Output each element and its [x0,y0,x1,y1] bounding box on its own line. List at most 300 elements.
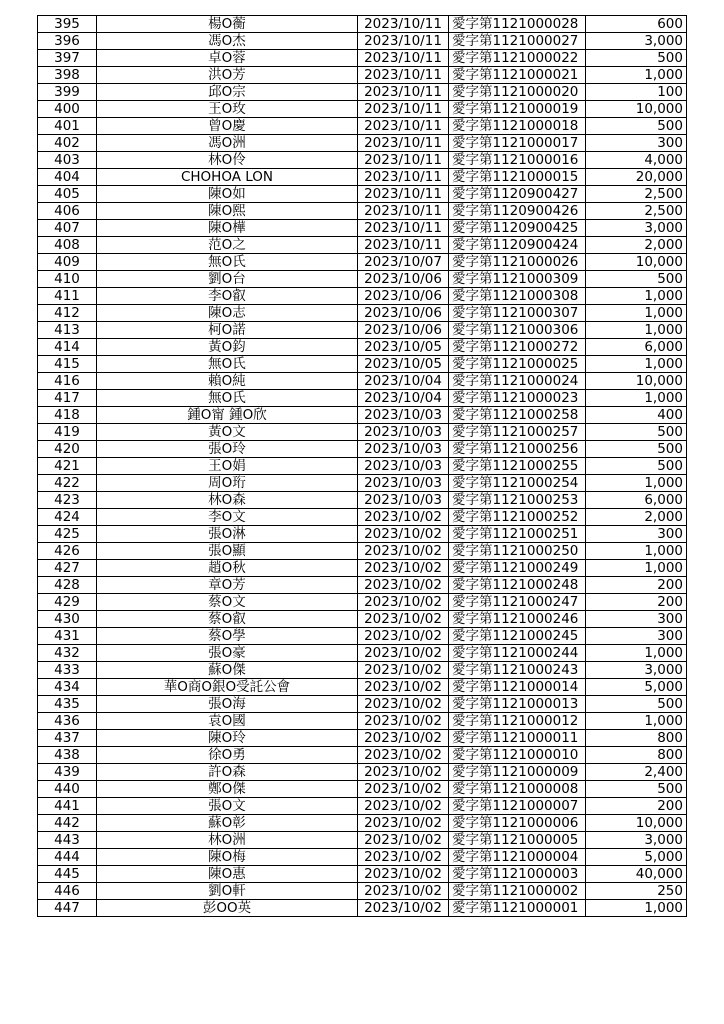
row-number: 412 [38,305,97,322]
donor-name: 范O之 [97,237,358,254]
table-row [38,611,687,628]
donation-amount: 10,000 [586,101,687,118]
donor-name: 柯O諾 [97,322,358,339]
donation-date: 2023/10/02 [358,560,449,577]
donation-amount: 500 [586,781,687,798]
table-row [38,577,687,594]
row-number: 415 [38,356,97,373]
donation-amount: 500 [586,424,687,441]
donation-amount: 400 [586,407,687,424]
table-row [38,271,687,288]
donation-amount: 1,000 [586,305,687,322]
donor-name: 張O淋 [97,526,358,543]
row-number: 436 [38,713,97,730]
donation-date: 2023/10/03 [358,492,449,509]
donation-amount: 2,500 [586,186,687,203]
donor-name: 王O玫 [97,101,358,118]
donation-date: 2023/10/11 [358,237,449,254]
table-row [38,866,687,883]
row-number: 437 [38,730,97,747]
receipt-number: 愛字第1120900426 [449,203,586,220]
donation-amount: 40,000 [586,866,687,883]
donor-name: 張O豪 [97,645,358,662]
table-row [38,730,687,747]
donation-date: 2023/10/02 [358,781,449,798]
donation-amount: 100 [586,84,687,101]
row-number: 407 [38,220,97,237]
row-number: 435 [38,696,97,713]
row-number: 410 [38,271,97,288]
donation-date: 2023/10/02 [358,577,449,594]
table-row [38,390,687,407]
row-number: 443 [38,832,97,849]
table-row [38,747,687,764]
donation-amount: 1,000 [586,713,687,730]
donation-date: 2023/10/11 [358,118,449,135]
receipt-number: 愛字第1121000008 [449,781,586,798]
donor-name: 陳O惠 [97,866,358,883]
donor-name: 彭OO英 [97,900,358,917]
donor-name: 卓O蓉 [97,50,358,67]
donor-name: 陳O玲 [97,730,358,747]
row-number: 422 [38,475,97,492]
donation-amount: 500 [586,458,687,475]
donation-amount: 5,000 [586,849,687,866]
receipt-number: 愛字第1121000256 [449,441,586,458]
receipt-number: 愛字第1121000308 [449,288,586,305]
table-row [38,50,687,67]
table-row [38,288,687,305]
donor-name: 無O氏 [97,390,358,407]
receipt-number: 愛字第1121000005 [449,832,586,849]
row-number: 440 [38,781,97,798]
donor-name: 黃O文 [97,424,358,441]
receipt-number: 愛字第1121000014 [449,679,586,696]
donor-name: 趙O秋 [97,560,358,577]
donation-amount: 300 [586,611,687,628]
receipt-number: 愛字第1120900424 [449,237,586,254]
donation-amount: 500 [586,50,687,67]
row-number: 398 [38,67,97,84]
table-body [38,16,687,917]
donation-amount: 1,000 [586,288,687,305]
donation-amount: 10,000 [586,254,687,271]
table-row [38,101,687,118]
receipt-number: 愛字第1121000004 [449,849,586,866]
table-row [38,424,687,441]
receipt-number: 愛字第1121000255 [449,458,586,475]
receipt-number: 愛字第1121000245 [449,628,586,645]
donation-date: 2023/10/11 [358,203,449,220]
donor-name: 馮O杰 [97,33,358,50]
donation-date: 2023/10/02 [358,866,449,883]
table-row [38,118,687,135]
receipt-number: 愛字第1121000009 [449,764,586,781]
donation-date: 2023/10/02 [358,713,449,730]
donation-date: 2023/10/02 [358,645,449,662]
receipt-number: 愛字第1121000252 [449,509,586,526]
receipt-number: 愛字第1121000007 [449,798,586,815]
donor-name: CHOHOA LON [97,169,358,186]
table-row [38,407,687,424]
donor-name: 鄭O傑 [97,781,358,798]
donation-date: 2023/10/03 [358,424,449,441]
donation-amount: 200 [586,798,687,815]
donation-amount: 500 [586,441,687,458]
receipt-number: 愛字第1121000251 [449,526,586,543]
donation-date: 2023/10/02 [358,849,449,866]
donation-date: 2023/10/11 [358,152,449,169]
row-number: 430 [38,611,97,628]
donor-name: 蘇O傑 [97,662,358,679]
donation-amount: 500 [586,118,687,135]
row-number: 404 [38,169,97,186]
receipt-number: 愛字第1121000010 [449,747,586,764]
donation-date: 2023/10/02 [358,815,449,832]
receipt-number: 愛字第1121000254 [449,475,586,492]
receipt-number: 愛字第1121000022 [449,50,586,67]
table-row [38,475,687,492]
table-row [38,526,687,543]
donation-amount: 2,500 [586,203,687,220]
row-number: 402 [38,135,97,152]
donor-name: 蔡O叡 [97,611,358,628]
donor-name: 洪O芳 [97,67,358,84]
donation-date: 2023/10/02 [358,543,449,560]
table-row [38,322,687,339]
donation-amount: 4,000 [586,152,687,169]
receipt-number: 愛字第1121000272 [449,339,586,356]
donor-name: 蔡O學 [97,628,358,645]
donation-amount: 1,000 [586,322,687,339]
receipt-number: 愛字第1121000244 [449,645,586,662]
donation-amount: 600 [586,16,687,33]
receipt-number: 愛字第1121000247 [449,594,586,611]
donation-date: 2023/10/02 [358,594,449,611]
receipt-number: 愛字第1121000024 [449,373,586,390]
receipt-number: 愛字第1121000015 [449,169,586,186]
receipt-number: 愛字第1121000002 [449,883,586,900]
table-row [38,67,687,84]
donation-amount: 5,000 [586,679,687,696]
table-row [38,628,687,645]
table-row [38,764,687,781]
donation-amount: 1,000 [586,67,687,84]
donation-amount: 200 [586,594,687,611]
row-number: 400 [38,101,97,118]
row-number: 411 [38,288,97,305]
table-row [38,254,687,271]
row-number: 399 [38,84,97,101]
donation-date: 2023/10/02 [358,526,449,543]
receipt-number: 愛字第1121000249 [449,560,586,577]
donation-amount: 800 [586,730,687,747]
donation-table [37,15,687,917]
row-number: 405 [38,186,97,203]
row-number: 406 [38,203,97,220]
receipt-number: 愛字第1121000019 [449,101,586,118]
receipt-number: 愛字第1121000017 [449,135,586,152]
donor-name: 張O文 [97,798,358,815]
donor-name: 陳O如 [97,186,358,203]
receipt-number: 愛字第1121000248 [449,577,586,594]
table-row [38,696,687,713]
donor-name: 王O娟 [97,458,358,475]
row-number: 401 [38,118,97,135]
donation-date: 2023/10/07 [358,254,449,271]
receipt-number: 愛字第1121000250 [449,543,586,560]
donor-name: 無O氏 [97,356,358,373]
receipt-number: 愛字第1121000001 [449,900,586,917]
table-row [38,900,687,917]
donation-amount: 800 [586,747,687,764]
donation-date: 2023/10/11 [358,101,449,118]
row-number: 432 [38,645,97,662]
donation-amount: 1,000 [586,900,687,917]
donor-name: 曾O慶 [97,118,358,135]
donation-amount: 300 [586,135,687,152]
row-number: 408 [38,237,97,254]
table-row [38,220,687,237]
donation-amount: 1,000 [586,390,687,407]
receipt-number: 愛字第1121000025 [449,356,586,373]
donation-date: 2023/10/11 [358,67,449,84]
donation-date: 2023/10/02 [358,832,449,849]
donor-name: 林O伶 [97,152,358,169]
receipt-number: 愛字第1121000306 [449,322,586,339]
receipt-number: 愛字第1121000028 [449,16,586,33]
donor-name: 袁O國 [97,713,358,730]
row-number: 395 [38,16,97,33]
donor-name: 張O顯 [97,543,358,560]
row-number: 424 [38,509,97,526]
table-row [38,186,687,203]
donor-name: 華O商O銀O受託公會 [97,679,358,696]
row-number: 396 [38,33,97,50]
donation-amount: 3,000 [586,220,687,237]
row-number: 419 [38,424,97,441]
row-number: 417 [38,390,97,407]
donor-name: 張O海 [97,696,358,713]
donation-amount: 500 [586,271,687,288]
donation-date: 2023/10/02 [358,900,449,917]
receipt-number: 愛字第1121000027 [449,33,586,50]
donation-date: 2023/10/02 [358,883,449,900]
receipt-number: 愛字第1121000023 [449,390,586,407]
donation-date: 2023/10/02 [358,509,449,526]
donation-date: 2023/10/05 [358,356,449,373]
donation-date: 2023/10/11 [358,186,449,203]
donation-amount: 200 [586,577,687,594]
row-number: 397 [38,50,97,67]
table-row [38,84,687,101]
table-row [38,509,687,526]
donor-name: 蘇O彰 [97,815,358,832]
donation-date: 2023/10/02 [358,628,449,645]
table-row [38,815,687,832]
donor-name: 陳O熙 [97,203,358,220]
table-row [38,169,687,186]
donor-name: 章O芳 [97,577,358,594]
row-number: 413 [38,322,97,339]
row-number: 441 [38,798,97,815]
donation-amount: 1,000 [586,356,687,373]
row-number: 423 [38,492,97,509]
row-number: 416 [38,373,97,390]
donation-date: 2023/10/11 [358,33,449,50]
donation-date: 2023/10/04 [358,390,449,407]
donation-amount: 500 [586,696,687,713]
receipt-number: 愛字第1121000258 [449,407,586,424]
donor-name: 徐O勇 [97,747,358,764]
row-number: 414 [38,339,97,356]
receipt-number: 愛字第1121000016 [449,152,586,169]
donation-date: 2023/10/02 [358,611,449,628]
row-number: 444 [38,849,97,866]
donation-date: 2023/10/06 [358,288,449,305]
donation-amount: 2,000 [586,237,687,254]
receipt-number: 愛字第1121000246 [449,611,586,628]
table-row [38,798,687,815]
row-number: 442 [38,815,97,832]
table-row [38,203,687,220]
receipt-number: 愛字第1121000021 [449,67,586,84]
donation-amount: 6,000 [586,339,687,356]
donation-date: 2023/10/11 [358,135,449,152]
receipt-number: 愛字第1121000243 [449,662,586,679]
donor-name: 邱O宗 [97,84,358,101]
table-row [38,373,687,390]
row-number: 421 [38,458,97,475]
receipt-number: 愛字第1121000253 [449,492,586,509]
table-row [38,713,687,730]
donor-name: 陳O樺 [97,220,358,237]
row-number: 434 [38,679,97,696]
table-row [38,492,687,509]
donation-amount: 2,000 [586,509,687,526]
row-number: 431 [38,628,97,645]
receipt-number: 愛字第1121000006 [449,815,586,832]
donation-date: 2023/10/03 [358,407,449,424]
table-row [38,339,687,356]
receipt-number: 愛字第1121000309 [449,271,586,288]
row-number: 447 [38,900,97,917]
table-row [38,441,687,458]
donation-amount: 1,000 [586,645,687,662]
donation-date: 2023/10/11 [358,220,449,237]
donation-date: 2023/10/11 [358,50,449,67]
donation-amount: 3,000 [586,832,687,849]
donor-name: 黃O鈞 [97,339,358,356]
row-number: 426 [38,543,97,560]
donation-date: 2023/10/05 [358,339,449,356]
donor-name: 周O珩 [97,475,358,492]
donation-date: 2023/10/02 [358,798,449,815]
donation-date: 2023/10/04 [358,373,449,390]
donor-name: 馮O洲 [97,135,358,152]
donor-name: 張O玲 [97,441,358,458]
table-row [38,543,687,560]
table-row [38,560,687,577]
row-number: 403 [38,152,97,169]
receipt-number: 愛字第1121000003 [449,866,586,883]
row-number: 420 [38,441,97,458]
row-number: 433 [38,662,97,679]
donation-date: 2023/10/03 [358,475,449,492]
donor-name: 陳O梅 [97,849,358,866]
table-row [38,356,687,373]
donation-amount: 2,400 [586,764,687,781]
table-row [38,152,687,169]
row-number: 425 [38,526,97,543]
row-number: 427 [38,560,97,577]
table-row [38,237,687,254]
receipt-number: 愛字第1121000307 [449,305,586,322]
donor-name: 鍾O甯 鍾O欣 [97,407,358,424]
row-number: 418 [38,407,97,424]
donation-date: 2023/10/06 [358,271,449,288]
row-number: 446 [38,883,97,900]
table-row [38,832,687,849]
donor-name: 陳O志 [97,305,358,322]
table-row [38,305,687,322]
donation-date: 2023/10/02 [358,696,449,713]
table-row [38,645,687,662]
row-number: 429 [38,594,97,611]
donation-date: 2023/10/06 [358,322,449,339]
donation-amount: 10,000 [586,373,687,390]
donation-date: 2023/10/11 [358,84,449,101]
donation-date: 2023/10/02 [358,747,449,764]
donor-name: 蔡O文 [97,594,358,611]
donation-date: 2023/10/06 [358,305,449,322]
table-row [38,16,687,33]
table-row [38,594,687,611]
donor-name: 李O文 [97,509,358,526]
donation-date: 2023/10/02 [358,730,449,747]
table-row [38,662,687,679]
donation-date: 2023/10/02 [358,764,449,781]
donor-name: 李O叡 [97,288,358,305]
donation-amount: 300 [586,628,687,645]
table-row [38,458,687,475]
receipt-number: 愛字第1121000013 [449,696,586,713]
row-number: 428 [38,577,97,594]
row-number: 409 [38,254,97,271]
receipt-number: 愛字第1121000026 [449,254,586,271]
receipt-number: 愛字第1120900427 [449,186,586,203]
donor-name: 林O森 [97,492,358,509]
receipt-number: 愛字第1121000011 [449,730,586,747]
donation-amount: 300 [586,526,687,543]
donor-name: 賴O純 [97,373,358,390]
donor-name: 許O森 [97,764,358,781]
donation-amount: 20,000 [586,169,687,186]
donation-amount: 3,000 [586,662,687,679]
row-number: 445 [38,866,97,883]
donation-date: 2023/10/03 [358,458,449,475]
donation-amount: 1,000 [586,543,687,560]
donation-amount: 6,000 [586,492,687,509]
donor-name: 劉O台 [97,271,358,288]
donation-date: 2023/10/11 [358,16,449,33]
donation-date: 2023/10/02 [358,679,449,696]
row-number: 438 [38,747,97,764]
donor-name: 楊O蘅 [97,16,358,33]
donation-date: 2023/10/03 [358,441,449,458]
table-row [38,883,687,900]
donor-name: 劉O軒 [97,883,358,900]
